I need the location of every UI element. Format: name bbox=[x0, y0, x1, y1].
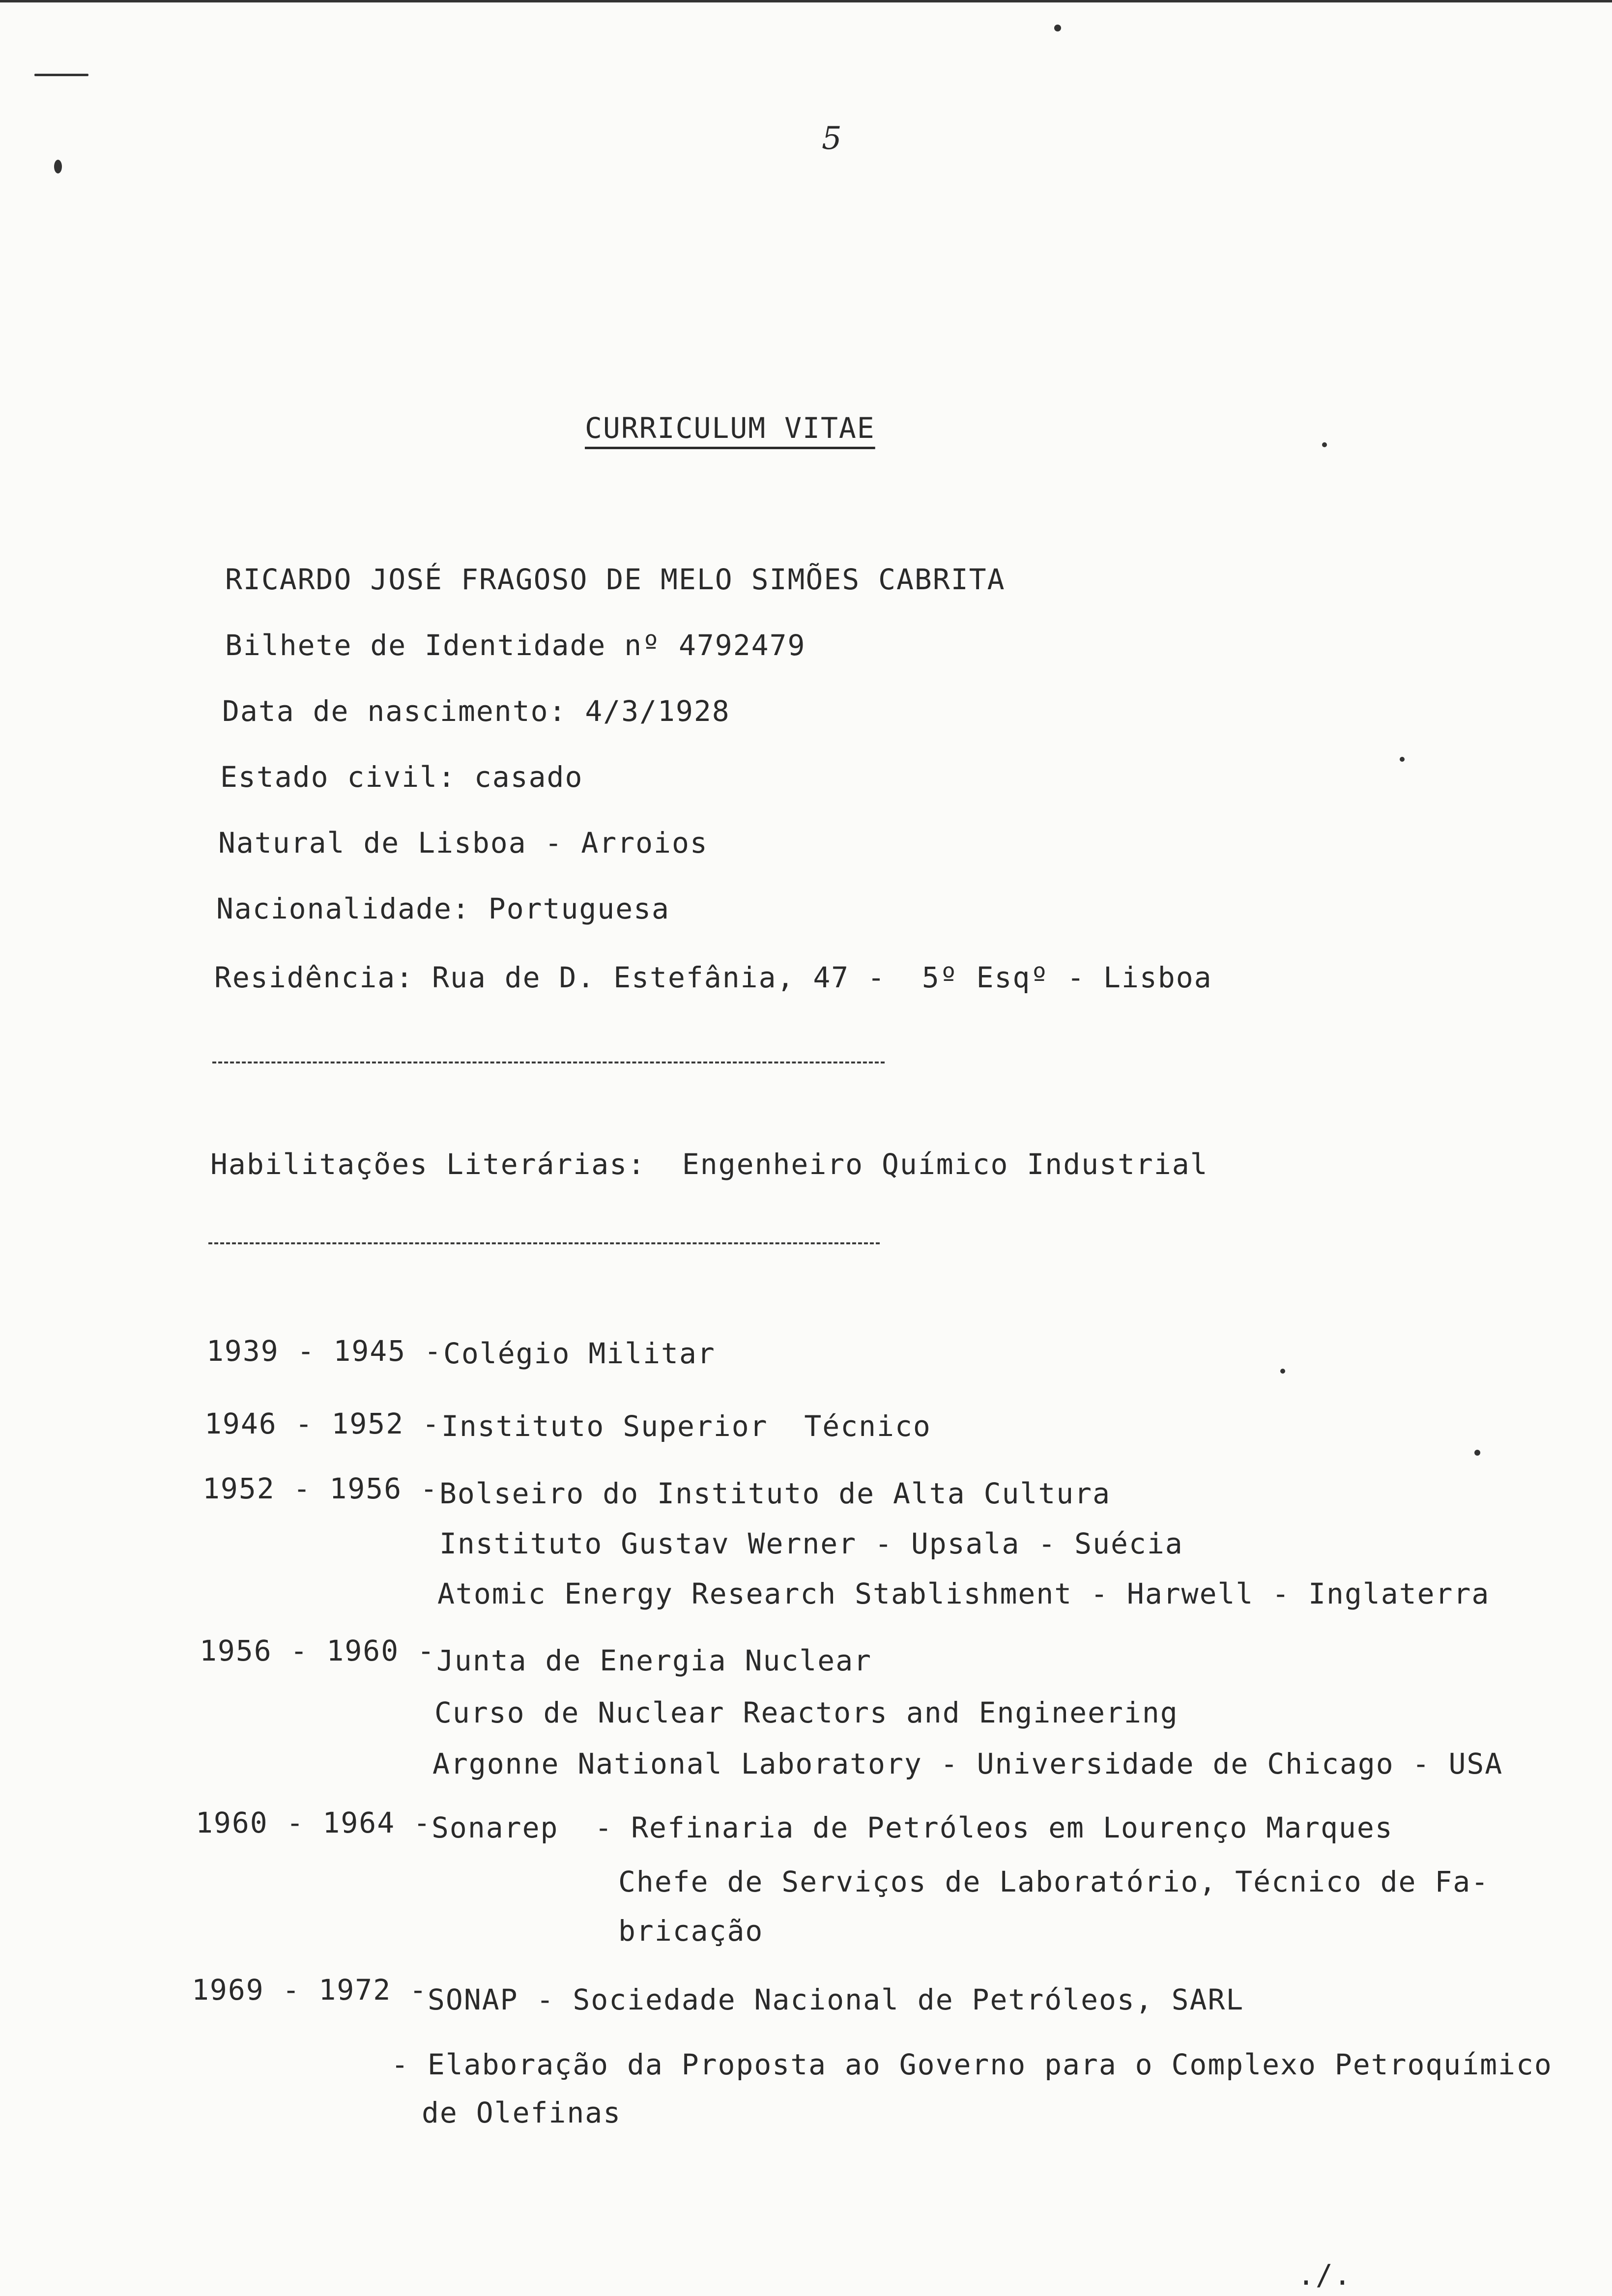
history-line: SONAP - Sociedade Nacional de Petróleos, SARL bbox=[428, 1983, 1244, 2016]
history-years: 1969 - 1972 - bbox=[192, 1973, 428, 2007]
scan-speck bbox=[1400, 757, 1405, 762]
history-line: Atomic Energy Research Stablishment - Harwell - Inglaterra bbox=[437, 1577, 1490, 1610]
divider-line bbox=[208, 1242, 880, 1244]
history-subline: Chefe de Serviços de Laboratório, Técnico de Fa- bbox=[618, 1865, 1490, 1898]
continuation-mark: ./. bbox=[1297, 2258, 1352, 2292]
residence: Residência: Rua de D. Estefânia, 47 - 5º Esqº - Lisboa bbox=[214, 961, 1212, 994]
history-line: Sonarep - Refinaria de Petróleos em Lourenço Marques bbox=[432, 1811, 1393, 1844]
history-bullet: de Olefinas bbox=[422, 2096, 622, 2129]
history-line: Curso de Nuclear Reactors and Engineering bbox=[434, 1696, 1179, 1729]
scan-speck bbox=[1474, 1450, 1480, 1456]
history-years: 1939 - 1945 - bbox=[206, 1334, 442, 1368]
scan-speck bbox=[1054, 25, 1061, 31]
scan-speck bbox=[1322, 442, 1327, 447]
birthplace: Natural de Lisboa - Arroios bbox=[218, 826, 708, 860]
history-line: Junta de Energia Nuclear bbox=[436, 1644, 872, 1677]
history-years: 1952 - 1956 - bbox=[202, 1472, 438, 1505]
document-title: CURRICULUM VITAE bbox=[585, 411, 875, 445]
history-line: Colégio Militar bbox=[443, 1337, 716, 1370]
history-line: Argonne National Laboratory - Universidade de Chicago - USA bbox=[432, 1747, 1503, 1780]
history-line: Instituto Superior Técnico bbox=[441, 1409, 931, 1443]
nationality: Nacionalidade: Portuguesa bbox=[216, 892, 670, 925]
id-card-number: Bilhete de Identidade nº 4792479 bbox=[225, 629, 806, 662]
top-edge-line bbox=[0, 0, 1612, 2]
history-line: Bolseiro do Instituto de Alta Cultura bbox=[439, 1477, 1111, 1510]
qualifications: Habilitações Literárias: Engenheiro Químico Industrial bbox=[210, 1148, 1209, 1181]
history-years: 1960 - 1964 - bbox=[196, 1806, 432, 1839]
civil-status: Estado civil: casado bbox=[220, 760, 583, 794]
history-years: 1946 - 1952 - bbox=[204, 1407, 440, 1440]
history-bullet: - Elaboração da Proposta ao Governo para o Complexo Petroquímico bbox=[391, 2048, 1553, 2081]
scan-speck bbox=[34, 74, 88, 76]
person-name: RICARDO JOSÉ FRAGOSO DE MELO SIMÕES CABRITA bbox=[225, 563, 1006, 596]
history-subline: bricação bbox=[618, 1914, 764, 1948]
birth-date: Data de nascimento: 4/3/1928 bbox=[222, 694, 730, 728]
scan-speck bbox=[1280, 1369, 1285, 1374]
scan-speck bbox=[54, 160, 62, 173]
history-years: 1956 - 1960 - bbox=[200, 1634, 435, 1667]
page-mark: 5 bbox=[822, 120, 843, 157]
divider-line bbox=[212, 1062, 885, 1063]
history-line: Instituto Gustav Werner - Upsala - Suécia bbox=[439, 1527, 1183, 1560]
